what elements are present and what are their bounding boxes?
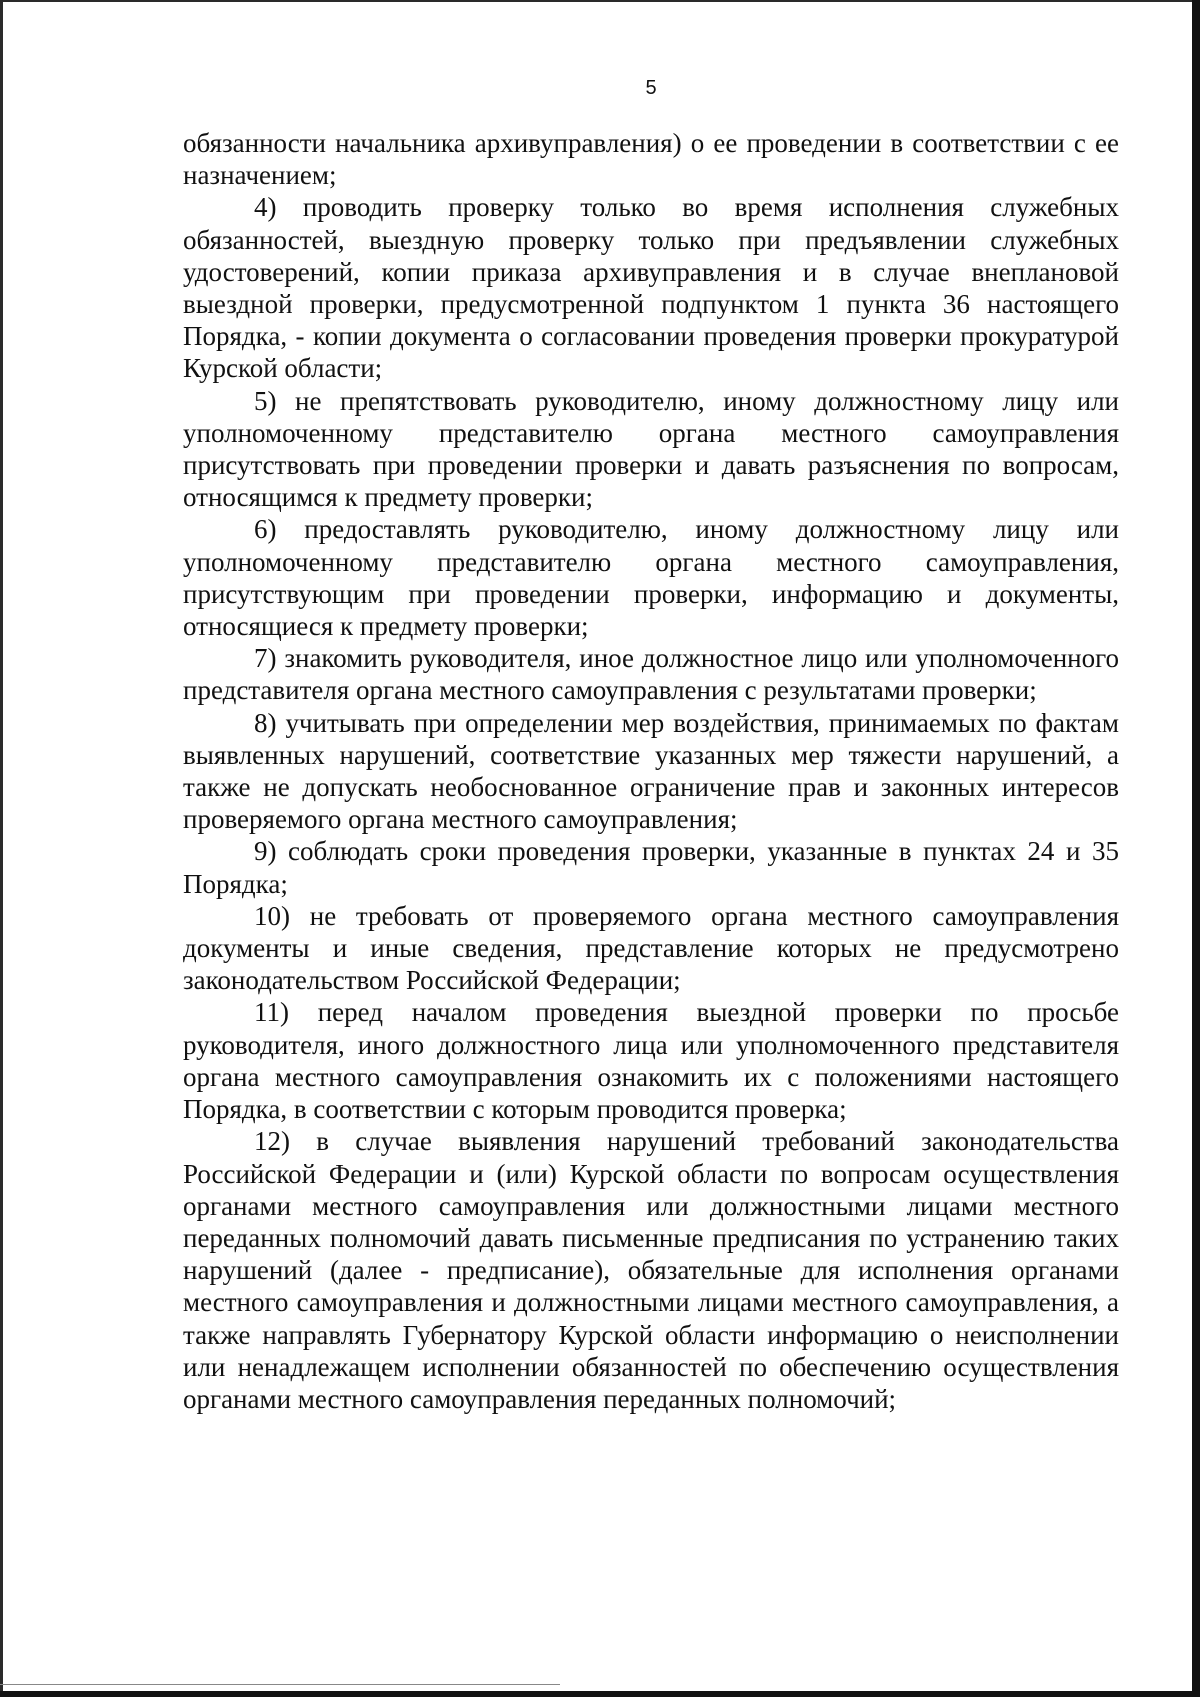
scan-edge-right	[1192, 0, 1200, 1697]
paragraph-item-12: 12) в случае выявления нарушений требований законодательства Российской Федерации и (или) Курской области по вопросам осуществления органами местного самоуправления или должностными лицами местного переданных полномочий давать письменные предписания по устранению таких нарушений (далее - предписание), обязательные для исполнения органами местного самоуправления и должностными лицами местного самоуправления, а также направлять Губернатору Курской области информацию о неисполнении или ненадлежащем исполнении обязанностей по обеспечению осуществления органами местного самоуправления переданных полномочий;	[183, 1126, 1119, 1414]
document-page	[183, 72, 1119, 1415]
paragraph-continuation: обязанности начальника архивуправления) о ее проведении в соответствии с ее назначением;	[183, 128, 1119, 191]
paragraph-item-7: 7) знакомить руководителя, иное должностное лицо или уполномоченного представителя органа местного самоуправления с результатами проверки;	[183, 643, 1119, 706]
scan-edge-top	[0, 0, 1200, 2]
paragraph-item-4: 4) проводить проверку только во время исполнения служебных обязанностей, выездную проверку только при предъявлении служебных удостоверений, копии приказа архивуправления и в случае внеплановой выездной проверки, предусмотренной подпунктом 1 пункта 36 настоящего Порядка, - копии документа о согласовании проведения проверки прокуратурой Курской области;	[183, 192, 1119, 384]
paragraph-item-8: 8) учитывать при определении мер воздействия, принимаемых по фактам выявленных нарушений, соответствие указанных мер тяжести нарушений, а также не допускать необоснованное ограничение прав и законных интересов проверяемого органа местного самоуправления;	[183, 707, 1119, 835]
footer-rule	[0, 1684, 560, 1685]
page-number: 5	[645, 77, 657, 99]
paragraph-item-9: 9) соблюдать сроки проведения проверки, указанные в пунктах 24 и 35 Порядка;	[183, 836, 1119, 899]
paragraph-item-10: 10) не требовать от проверяемого органа местного самоуправления документы и иные сведения, представление которых не предусмотрено законодательством Российской Федерации;	[183, 900, 1119, 996]
scan-edge-left	[0, 0, 3, 1697]
scan-edge-bottom	[0, 1691, 1200, 1697]
paragraph-item-6: 6) предоставлять руководителю, иному должностному лицу или уполномоченному представителю органа местного самоуправления, присутствующим при проведении проверки, информацию и документы, относящиеся к предмету проверки;	[183, 514, 1119, 642]
paragraph-item-5: 5) не препятствовать руководителю, иному должностному лицу или уполномоченному представителю органа местного самоуправления присутствовать при проведении проверки и давать разъяснения по вопросам, относящимся к предмету проверки;	[183, 385, 1119, 513]
paragraph-item-11: 11) перед началом проведения выездной проверки по просьбе руководителя, иного должностного лица или уполномоченного представителя органа местного самоуправления ознакомить их с положениями настоящего Порядка, в соответствии с которым проводится проверка;	[183, 997, 1119, 1125]
